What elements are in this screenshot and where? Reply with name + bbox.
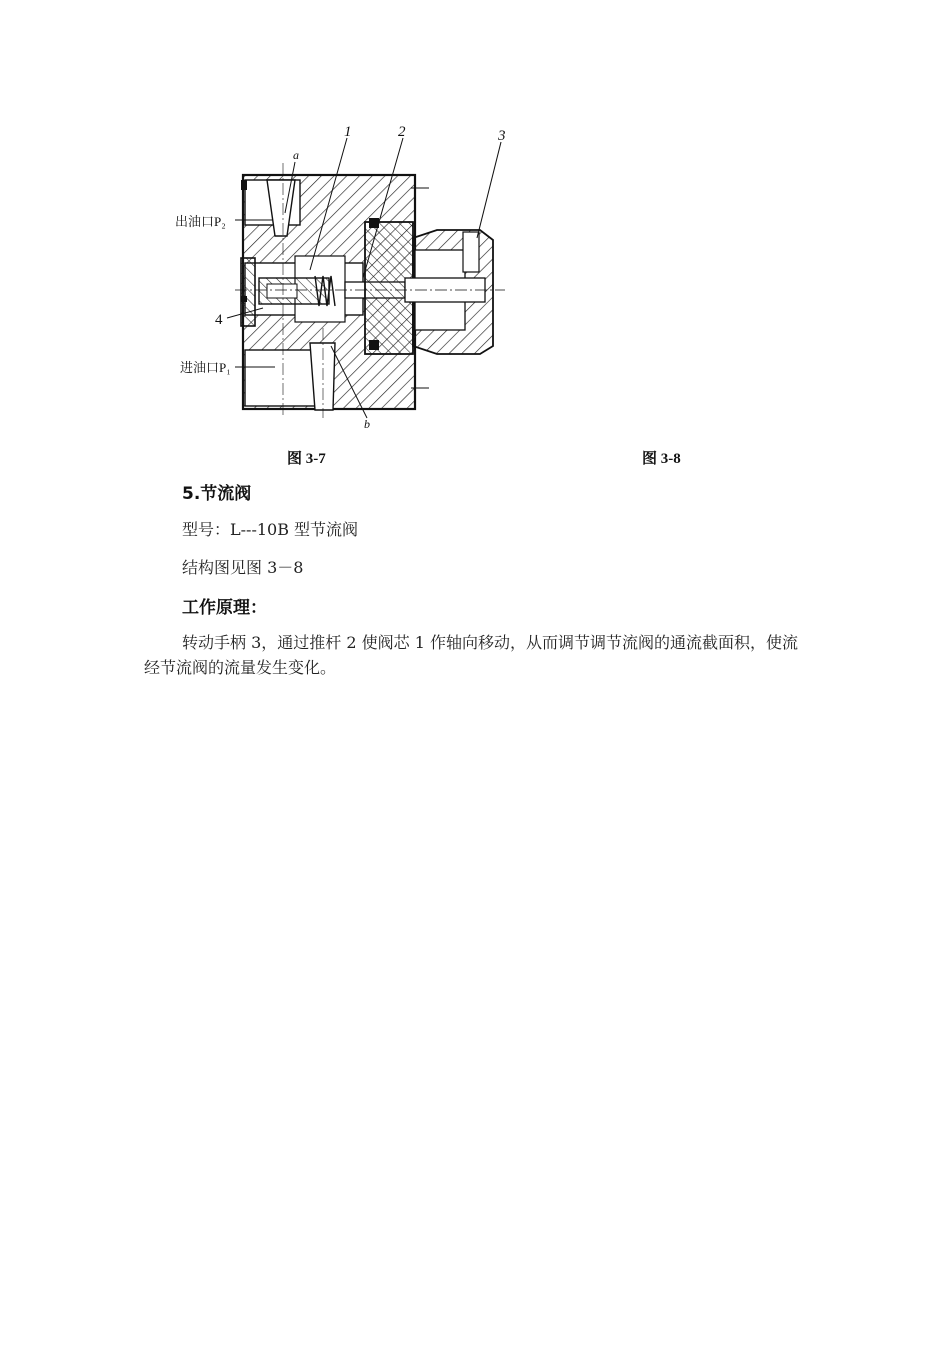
- callout-1: 1: [344, 124, 352, 140]
- structure-line: 结构图见图 3－8: [182, 558, 304, 577]
- section-title: 5.节流阀: [182, 484, 252, 504]
- principle-heading: 工作原理：: [182, 598, 267, 618]
- principle-paragraph: 转动手柄 3，通过推杆 2 使阀芯 1 作轴向移动，从而调节调节流阀的通流截面积，使流经节流阀的流量发生变化。: [144, 633, 798, 677]
- callout-b: b: [364, 417, 370, 431]
- model-line: 型号：L---10B 型节流阀: [182, 520, 359, 539]
- callout-3: 3: [498, 128, 506, 144]
- callout-2: 2: [398, 124, 406, 140]
- inlet-label: 进油口P₁: [180, 360, 231, 375]
- outlet-label: 出油口P₂: [175, 214, 226, 229]
- callout-a: a: [293, 148, 299, 162]
- figure-caption-3-7: 图 3-7: [287, 451, 326, 467]
- figure-caption-3-8: 图 3-8: [642, 451, 681, 467]
- throttle-valve-diagram: [175, 118, 520, 438]
- callout-4: 4: [215, 312, 223, 328]
